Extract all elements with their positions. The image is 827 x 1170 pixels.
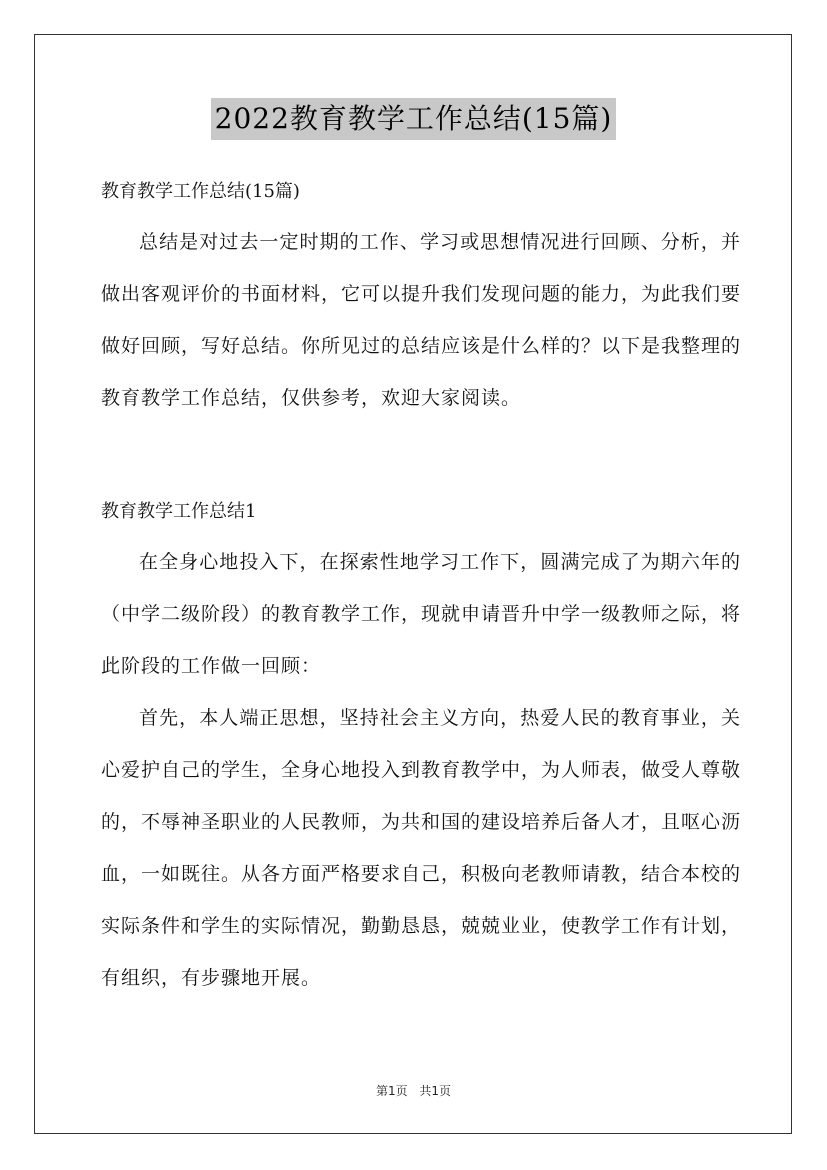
section-heading: 教育教学工作总结1	[101, 501, 257, 522]
section-gap	[101, 424, 741, 488]
document-title-text: 2022教育教学工作总结(15篇)	[211, 98, 617, 140]
intro-paragraph: 总结是对过去一定时期的工作、学习或思想情况进行回顾、分析，并做出客观评价的书面材料，它可以提升我们发现问题的能力，为此我们要做好回顾，写好总结。你所见过的总结应该是什么样的？以下是我整理的教育教学工作总结，仅供参考，欢迎大家阅读。	[101, 231, 742, 409]
section-paragraph-2: 首先，本人端正思想，坚持社会主义方向，热爱人民的教育事业，关心爱护自己的学生，全身心地投入到教育教学中，为人师表，做受人尊敬的，不辱神圣职业的人民教师，为共和国的建设培养后备人才，且呕心沥血，一如既往。从各方面严格要求自己，积极向老教师请教，结合本校的实际条件和学生的实际情况，勤勤恳恳，兢兢业业，使教学工作有计划，有组织，有步骤地开展。	[101, 707, 742, 989]
section-paragraph-1: 在全身心地投入下，在探索性地学习工作下，圆满完成了为期六年的（中学二级阶段）的教育教学工作，现就申请晋升中学一级教师之际，将此阶段的工作做一回顾：	[101, 551, 742, 677]
document-body	[101, 168, 741, 1004]
page-footer	[0, 1082, 827, 1099]
page-total: 共1页	[419, 1084, 452, 1098]
page-current: 第1页	[375, 1084, 408, 1098]
document-subtitle: 教育教学工作总结(15篇)	[101, 181, 300, 202]
document-title	[0, 98, 827, 140]
